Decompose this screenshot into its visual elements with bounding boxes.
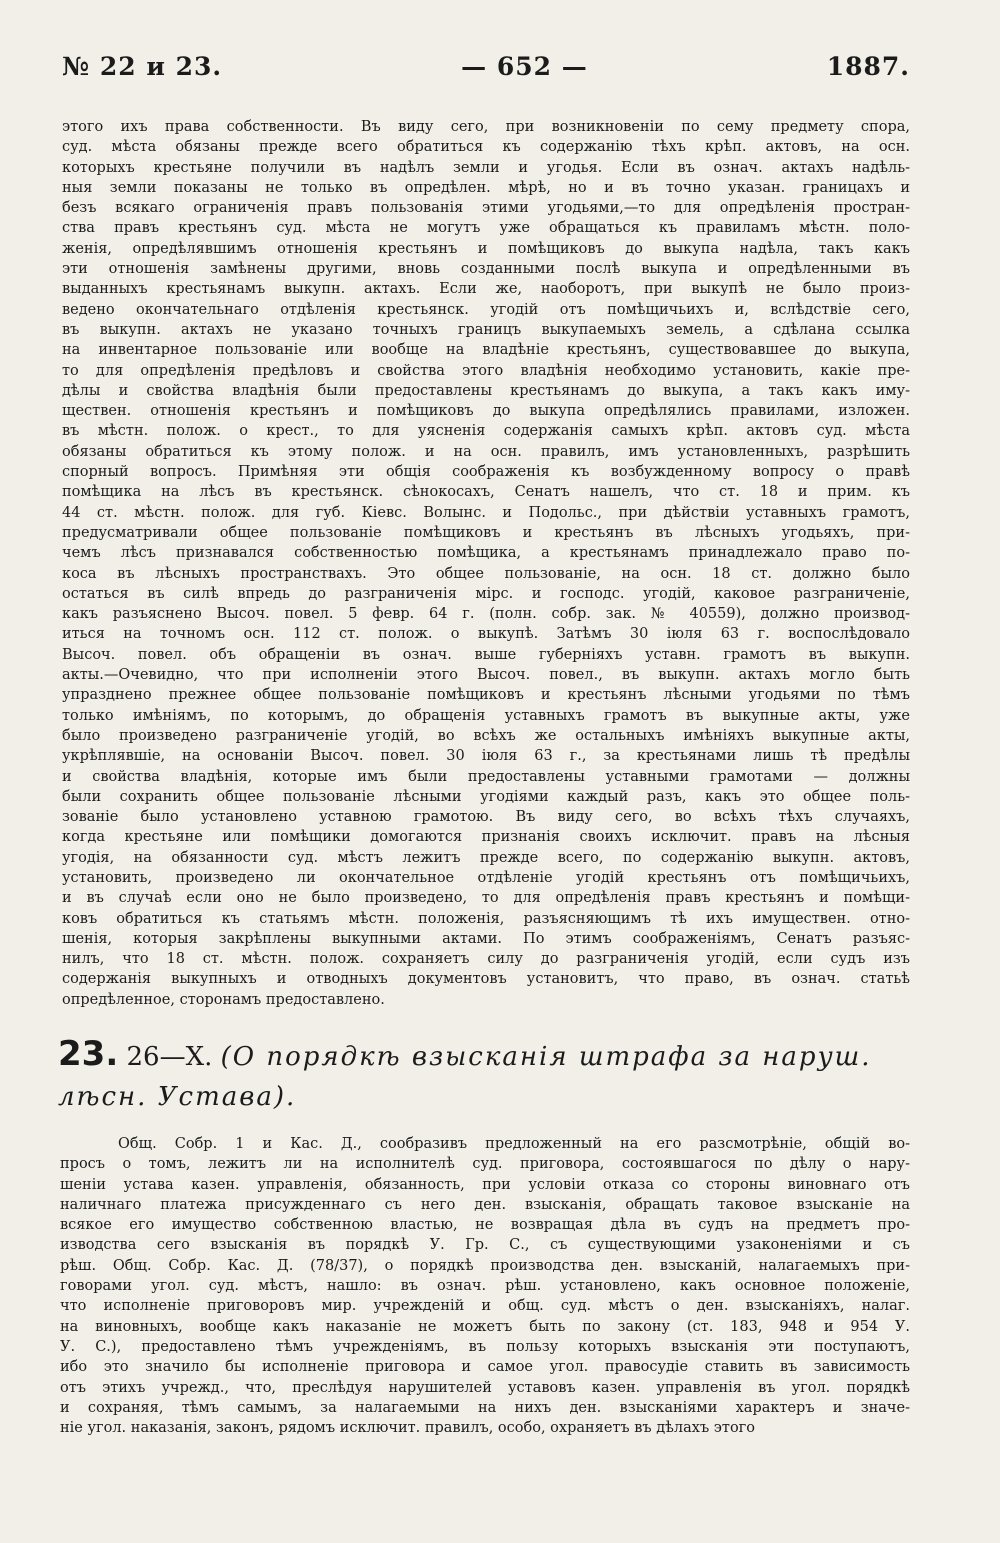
text-line: помѣщика на лѣсъ въ крестьянск. сѣнокосахъ, Сенатъ нашелъ, что ст. 18 и прим. къ [62, 484, 910, 501]
text-line: и въ случаѣ если оно не было произведено, то для опредѣленія правъ крестьянъ и помѣщи- [62, 890, 910, 907]
text-line: 44 ст. мѣстн. полож. для губ. Кіевс. Волынс. и Подольс., при дѣйствіи уставныхъ грамотъ, [62, 504, 910, 521]
text-line: просъ о томъ, лежитъ ли на исполнителѣ суд. приговора, состоявшагося по дѣлу о нару- [60, 1156, 910, 1173]
text-line: установить, произведено ли окончательное отдѣленіе угодій крестьянъ отъ помѣщичьихъ, [62, 869, 910, 886]
text-line: коса въ лѣсныхъ пространствахъ. Это общее пользованіе, на осн. 18 ст. должно было [62, 565, 910, 582]
text-line: ныя земли показаны не только въ опредѣлен. мѣрѣ, но и въ точно указан. границахъ и [62, 179, 910, 196]
text-line: отъ этихъ учрежд., что, преслѣдуя нарушителей уставовъ казен. управленія въ угол. порядкѣ [60, 1379, 910, 1396]
text-line: шеніи устава казен. управленія, обязанность, при условіи отказа со стороны виновнаго отъ [60, 1176, 910, 1193]
text-line: акты.—Очевидно, что при исполненіи этого Высоч. повел., въ выкупн. актахъ могло быть [62, 667, 910, 684]
text-line: эти отношенія замѣнены другими, вновь созданными послѣ выкупа и опредѣленными въ [62, 261, 910, 278]
text-line: суд. мѣста обязаны прежде всего обратиться къ содержанію тѣхъ крѣп. актовъ, на осн. [62, 139, 910, 156]
text-line: упразднено прежнее общее пользованіе помѣщиковъ и крестьянъ лѣсными угодьями по тѣмъ [62, 687, 910, 704]
text-line: женія, опредѣлявшимъ отношенія крестьянъ и помѣщиковъ до выкупа надѣла, такъ какъ [62, 240, 910, 257]
text-line: У. С.), предоставлено тѣмъ учрежденіямъ, въ пользу которыхъ взысканія эти поступаютъ, [60, 1338, 910, 1355]
page-header [62, 52, 910, 81]
section-number: 23. [58, 1034, 119, 1074]
text-line: угодія, на обязанности суд. мѣстъ лежитъ прежде всего, по содержанію выкупн. актовъ, [62, 849, 910, 866]
text-line: ства правъ крестьянъ суд. мѣста не могутъ уже обращаться къ правиламъ мѣстн. поло- [62, 220, 910, 237]
section-1-text [62, 117, 910, 1010]
page-number: — 652 — [461, 52, 588, 81]
text-line: были сохранить общее пользованіе лѣсными угодіями каждый разъ, какъ это общее поль- [62, 788, 910, 805]
section-date: 26—X. [126, 1042, 213, 1072]
text-line: на инвентарное пользованіе или вообще на владѣніе крестьянъ, существовавшее до выкупа, [62, 342, 910, 359]
section-2-text [60, 1134, 910, 1438]
text-line: было произведено разграниченіе угодій, во всѣхъ же остальныхъ имѣніяхъ выкупные акты, [62, 727, 910, 744]
text-line: дѣлы и свойства владѣнія были предоставлены крестьянамъ до выкупа, а такъ какъ иму- [62, 382, 910, 399]
text-line: остаться въ силѣ впредь до разграниченія мірс. и господс. угодій, каковое разграниченіе, [62, 585, 910, 602]
text-line: какъ разъяснено Высоч. повел. 5 февр. 64 г. (полн. собр. зак. № 40559), должно производ- [62, 606, 910, 623]
text-line: въ выкупн. актахъ не указано точныхъ границъ выкупаемыхъ земель, а сдѣлана ссылка [62, 321, 910, 338]
text-line: то для опредѣленія предѣловъ и свойства этого владѣнія необходимо установить, какіе пре- [62, 362, 910, 379]
text-line: шенія, которыя закрѣплены выкупными актами. По этимъ соображеніямъ, Сенатъ разъяс- [62, 930, 910, 947]
text-line: всякое его имущество собственною властью, не возвращая дѣла въ судъ на предметъ про- [60, 1217, 910, 1234]
text-line: рѣш. Общ. Собр. Кас. Д. (78/37), о порядкѣ производства ден. взысканій, налагаемыхъ при- [60, 1257, 910, 1274]
text-line: изводства сего взысканія въ порядкѣ У. Гр. С., съ существующими узаконеніями и съ [60, 1237, 910, 1254]
text-line: чемъ лѣсъ признавался собственностью помѣщика, а крестьянамъ принадлежало право по- [62, 545, 910, 562]
text-line: ніе угол. наказанія, законъ, рядомъ исключит. правилъ, особо, охраняетъ въ дѣлахъ этого [60, 1420, 755, 1437]
text-line: когда крестьяне или помѣщики домогаются признанія своихъ исключит. правъ на лѣсныя [62, 829, 910, 846]
text-line: что исполненіе приговоровъ мир. учрежденій и общ. суд. мѣстъ о ден. взысканіяхъ, налаг. [60, 1298, 910, 1315]
text-line: безъ всякаго ограниченія правъ пользованія этими угодьями,—то для опредѣленія простран- [62, 200, 910, 217]
text-line: Высоч. повел. объ обращеніи въ означ. выше губерніяхъ уставн. грамотъ въ выкупн. [62, 646, 910, 663]
section-title: (О порядкѣ взысканія штрафа за наруш. лѣсн. Устава). [58, 1042, 872, 1112]
text-line: и сохраняя, тѣмъ самымъ, за налагаемыми на нихъ ден. взысканіями характеръ и значе- [60, 1399, 910, 1416]
section-2-heading [58, 1034, 912, 1117]
text-line: и свойства владѣнія, которые имъ были предоставлены уставными грамотами — должны [62, 768, 910, 785]
text-line: укрѣплявшіе, на основаніи Высоч. повел. 30 іюля 63 г., за крестьянами лишь тѣ предѣлы [62, 748, 910, 765]
text-line: нилъ, что 18 ст. мѣстн. полож. сохраняетъ силу до разграниченія угодій, если судъ изъ [62, 951, 910, 968]
text-line: ковъ обратиться къ статьямъ мѣстн. положенія, разъясняющимъ тѣ ихъ имуществен. отно- [62, 910, 910, 927]
text-line: содержанія выкупныхъ и отводныхъ документовъ установитъ, что право, въ означ. статьѣ [62, 971, 910, 988]
text-line: опредѣленное, сторонамъ предоставлено. [62, 991, 385, 1008]
text-line: Общ. Собр. 1 и Кас. Д., сообразивъ предложенный на его разсмотрѣніе, общій во- [118, 1136, 910, 1152]
text-line: этого ихъ права собственности. Въ виду сего, при возникновеніи по сему предмету спора, [62, 119, 910, 135]
text-line: только имѣніямъ, по которымъ, до обращенія уставныхъ грамотъ въ выкупные акты, уже [62, 707, 910, 724]
text-line: которыхъ крестьяне получили въ надѣлъ земли и угодья. Если въ означ. актахъ надѣль- [62, 159, 910, 176]
text-line: ибо это значило бы исполненіе приговора и самое угол. правосудіе ставить въ зависимость [60, 1359, 910, 1376]
text-line: наличнаго платежа присужденнаго съ него ден. взысканія, обращать таковое взысканіе на [60, 1196, 910, 1213]
text-line: предусматривали общее пользованіе помѣщиковъ и крестьянъ въ лѣсныхъ угодьяхъ, при- [62, 524, 910, 541]
year: 1887. [826, 52, 910, 81]
text-line: ведено окончательнаго отдѣленія крестьянск. угодій отъ помѣщичьихъ и, вслѣдствіе сего, [62, 301, 910, 318]
issue-number: № 22 и 23. [62, 52, 223, 81]
text-line: говорами угол. суд. мѣстъ, нашло: въ означ. рѣш. установлено, какъ основное положеніе, [60, 1278, 910, 1295]
text-line: иться на точномъ осн. 112 ст. полож. о выкупѣ. Затѣмъ 30 іюля 63 г. воспослѣдовало [62, 626, 910, 643]
text-line: обязаны обратиться къ этому полож. и на осн. правилъ, имъ установленныхъ, разрѣшить [62, 443, 910, 460]
text-line: зованіе было установлено уставною грамотою. Въ виду сего, во всѣхъ тѣхъ случаяхъ, [62, 809, 910, 826]
text-line: на виновныхъ, вообще какъ наказаніе не можетъ быть по закону (ст. 183, 948 и 954 У. [60, 1318, 910, 1335]
text-line: въ мѣстн. полож. о крест., то для уясненія содержанія самыхъ крѣп. актовъ суд. мѣста [62, 423, 910, 440]
text-line: ществен. отношенія крестьянъ и помѣщиковъ до выкупа опредѣлялись правилами, изложен. [62, 403, 910, 420]
text-line: спорный вопросъ. Примѣняя эти общія соображенія къ возбужденному вопросу о правѣ [62, 464, 910, 481]
text-line: выданныхъ крестьянамъ выкупн. актахъ. Если же, наоборотъ, при выкупѣ не было произ- [62, 281, 910, 298]
